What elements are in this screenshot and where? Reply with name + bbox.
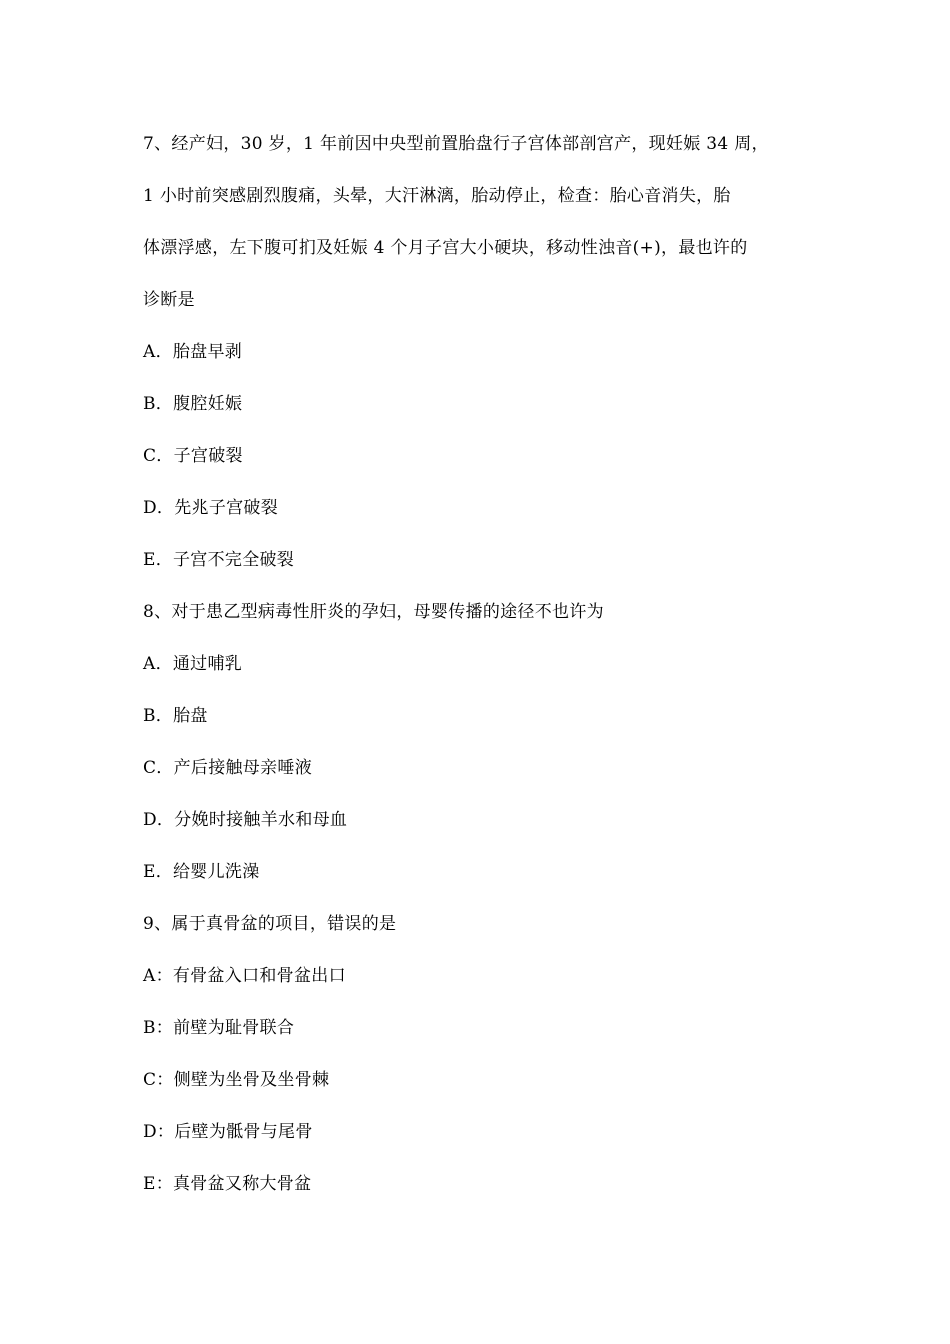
question-9-option-e: E：真骨盆又称大骨盆 — [143, 1174, 312, 1194]
question-9-option-a: A：有骨盆入口和骨盆出口 — [143, 966, 346, 986]
question-7 — [143, 118, 823, 586]
question-9 — [143, 898, 823, 1210]
question-8-option-c: C．产后接触母亲唾液 — [143, 758, 313, 778]
document-body — [143, 118, 823, 1210]
question-8-option-a: A．通过哺乳 — [143, 654, 243, 674]
question-7-stem-line-3: 体漂浮感，左下腹可扪及妊娠 4 个月子宫大小硬块，移动性浊音(+)，最也许的 — [143, 238, 748, 258]
question-7-stem-line-4: 诊断是 — [143, 290, 195, 310]
question-7-stem-line-2: 1 小时前突感剧烈腹痛，头晕，大汗淋漓，胎动停止，检查：胎心音消失，胎 — [143, 186, 731, 206]
question-7-option-c: C．子宫破裂 — [143, 446, 243, 466]
question-8 — [143, 586, 823, 898]
question-7-option-b: B．腹腔妊娠 — [143, 394, 243, 414]
question-9-option-c: C：侧壁为坐骨及坐骨棘 — [143, 1070, 330, 1090]
question-8-option-d: D．分娩时接触羊水和母血 — [143, 810, 348, 830]
question-8-option-b: B．胎盘 — [143, 706, 208, 726]
question-9-stem-line-1: 9、属于真骨盆的项目，错误的是 — [143, 914, 397, 934]
question-7-option-d: D．先兆子宫破裂 — [143, 498, 279, 518]
question-7-option-e: E．子宫不完全破裂 — [143, 550, 295, 570]
question-9-option-d: D：后壁为骶骨与尾骨 — [143, 1122, 313, 1142]
question-8-stem-line-1: 8、对于患乙型病毒性肝炎的孕妇，母婴传播的途径不也许为 — [143, 602, 604, 622]
question-9-option-b: B：前壁为耻骨联合 — [143, 1018, 295, 1038]
question-8-option-e: E．给婴儿洗澡 — [143, 862, 260, 882]
question-7-stem-line-1: 7、经产妇，30 岁，1 年前因中央型前置胎盘行子宫体部剖宫产，现妊娠 34 周， — [143, 134, 769, 154]
question-7-option-a: A．胎盘早剥 — [143, 342, 243, 362]
